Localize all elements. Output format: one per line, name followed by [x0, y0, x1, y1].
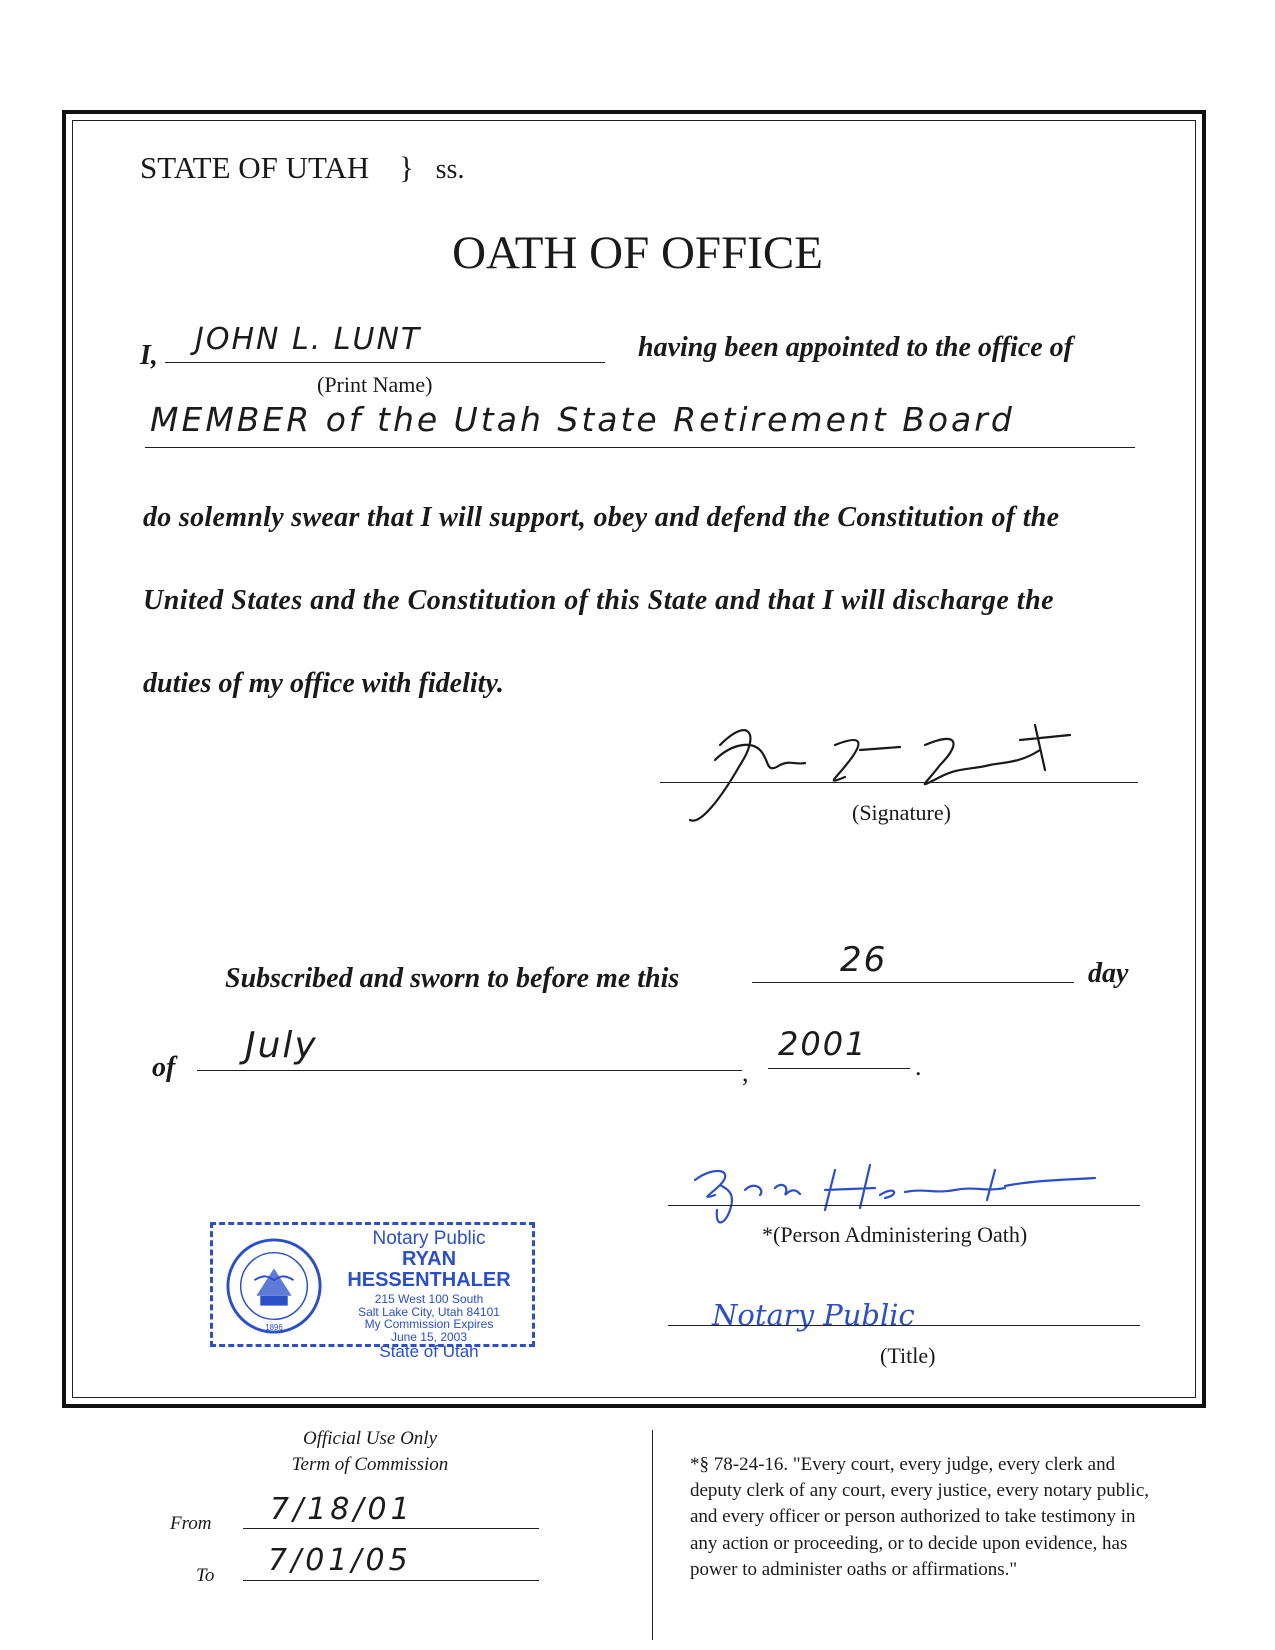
- name-field: JOHN L. LUNT: [195, 322, 422, 357]
- from-field: 7/18/01: [270, 1492, 414, 1527]
- to-field: 7/01/05: [268, 1543, 412, 1578]
- brace: }: [399, 150, 414, 185]
- stamp-line-6: June 15, 2003: [390, 1329, 468, 1344]
- stamp-line-4: Salt Lake City, Utah 84101: [358, 1304, 500, 1319]
- stamp-text-block: [329, 1229, 529, 1361]
- footer-divider: [652, 1430, 653, 1640]
- signature-label: (Signature): [852, 800, 951, 825]
- of-label: of: [152, 1052, 176, 1083]
- year-line: [768, 1068, 910, 1069]
- office-line: [145, 447, 1135, 448]
- day-label: day: [1088, 958, 1129, 989]
- office-field: MEMBER of the Utah State Retirement Board: [150, 400, 1015, 439]
- footnote-line-2: deputy clerk of any court, every justice, every notary public,: [690, 1480, 1149, 1502]
- state-seal-icon: [225, 1237, 323, 1335]
- from-label: From: [170, 1513, 212, 1534]
- oath-paragraph-line-1: do solemnly swear that I will support, obey and defend the Constitution of the: [143, 502, 1060, 533]
- name-line: [165, 362, 605, 363]
- print-name-label: (Print Name): [317, 372, 433, 397]
- ss-label: ss.: [435, 154, 465, 185]
- footnote-line-4: any action or proceeding, or to decide upon evidence, has: [690, 1532, 1128, 1554]
- stamp-line-3: 215 West 100 South: [374, 1291, 484, 1306]
- to-line: [243, 1580, 539, 1581]
- title-label: (Title): [880, 1343, 936, 1368]
- title-line: [668, 1325, 1140, 1326]
- year-field: 2001: [778, 1025, 868, 1063]
- footnote-line-3: and every officer or person authorized to take testimony in: [690, 1506, 1136, 1528]
- administrator-label: *(Person Administering Oath): [762, 1222, 1028, 1247]
- administrator-signature: [675, 1137, 1105, 1230]
- statute-footnote: [690, 1452, 1149, 1583]
- month-field: July: [245, 1025, 318, 1066]
- footnote-line-1: *§ 78-24-16. "Every court, every judge, every clerk and: [690, 1454, 1116, 1475]
- svg-text:1896: 1896: [265, 1323, 283, 1333]
- stamp-line-2: RYAN HESSENTHALER: [347, 1247, 511, 1291]
- stamp-line-7: State of Utah: [379, 1342, 479, 1362]
- page-title: OATH OF OFFICE: [452, 227, 823, 279]
- notary-stamp: [210, 1222, 535, 1362]
- day-line: [752, 982, 1074, 983]
- official-use-heading: [240, 1426, 500, 1477]
- to-label: To: [196, 1565, 215, 1586]
- state-header: [140, 150, 464, 186]
- signature-text: John L Lunt: [660, 692, 738, 709]
- month-line: [197, 1070, 742, 1071]
- title-field: Notary Public: [712, 1298, 915, 1332]
- stamp-line-5: My Commission Expires: [364, 1317, 494, 1332]
- administrator-signature-text: Ryan Hessenthaler: [675, 1137, 795, 1154]
- official-use-heading-1: Official Use Only: [302, 1428, 438, 1449]
- period: .: [915, 1052, 922, 1081]
- signature-line: [660, 782, 1138, 783]
- stamp-line-1: Notary Public: [372, 1228, 486, 1249]
- from-line: [243, 1528, 539, 1529]
- subscribed-text: Subscribed and sworn to before me this: [225, 963, 680, 994]
- oath-paragraph-line-3: duties of my office with fidelity.: [143, 668, 504, 699]
- day-field: 26: [840, 940, 888, 980]
- comma: ,: [742, 1058, 749, 1087]
- footnote-line-5: power to administer oaths or affirmations.": [690, 1558, 1018, 1580]
- i-label: I,: [140, 340, 158, 371]
- administrator-line: [668, 1205, 1140, 1206]
- oath-paragraph-line-2: United States and the Constitution of this State and that I will discharge the: [143, 585, 1055, 616]
- official-use-heading-2: Term of Commission: [291, 1453, 449, 1475]
- state-label: STATE OF UTAH: [140, 150, 370, 185]
- appointed-text: having been appointed to the office of: [638, 332, 1073, 363]
